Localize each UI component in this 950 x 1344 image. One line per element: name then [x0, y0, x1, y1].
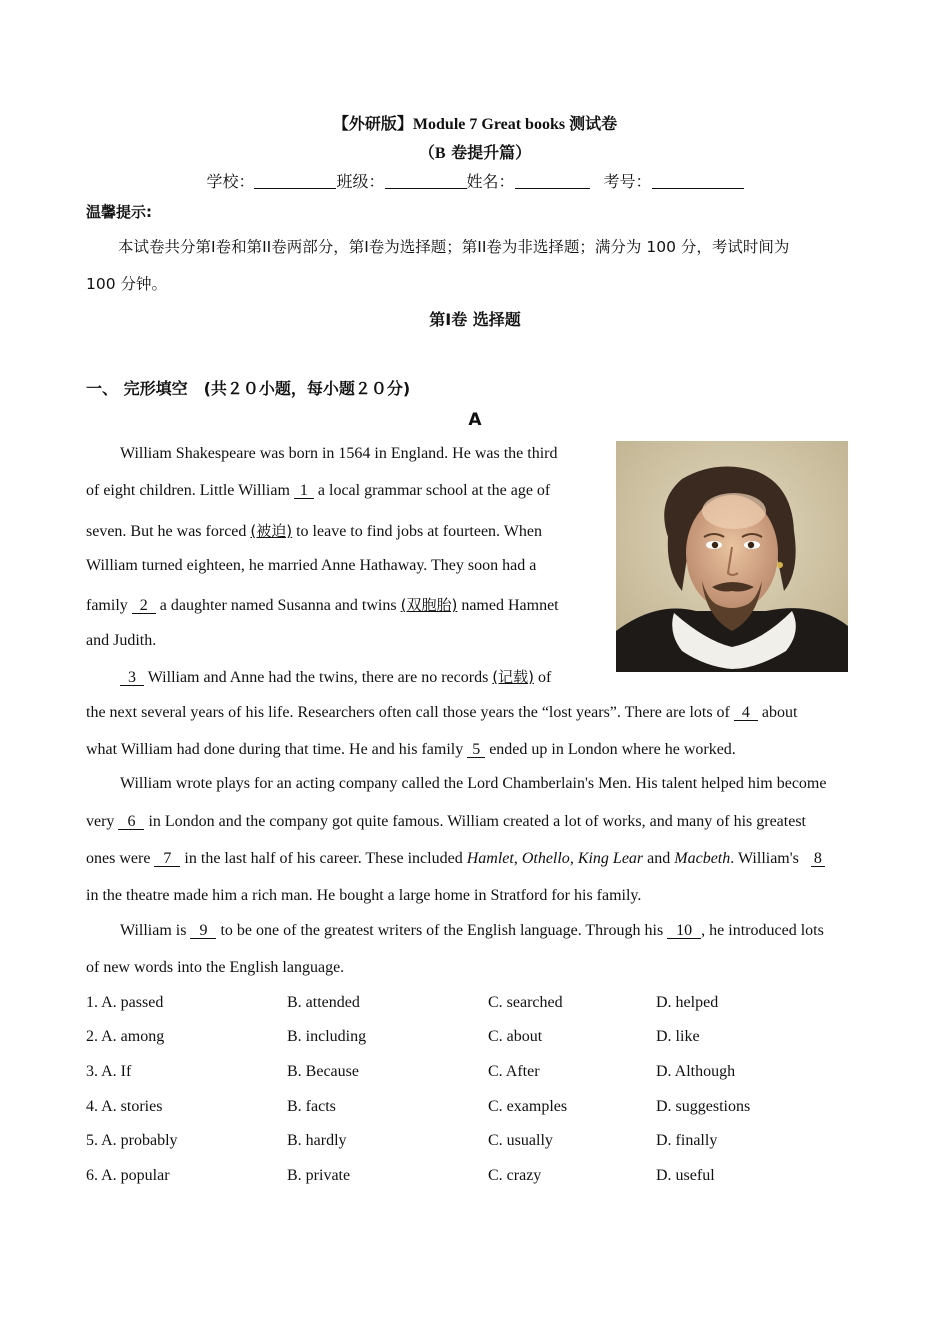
subtitle-open: （ — [418, 143, 435, 162]
text: family — [86, 597, 132, 614]
school-blank[interactable] — [254, 174, 336, 189]
text: named Hamnet — [457, 597, 559, 614]
subtitle-b: B — [434, 145, 446, 162]
text: , he introduced lots — [701, 922, 824, 939]
number-label: 考号： — [603, 172, 652, 191]
passage-line — [120, 922, 824, 940]
option-3-c[interactable]: C. After — [488, 1063, 540, 1080]
class-blank[interactable] — [385, 174, 467, 189]
work-title: Macbeth — [674, 850, 731, 867]
subtitle-rest: 卷提升篇） — [445, 143, 532, 162]
text: William wrote plays for an acting company called the Lord Chamberlain's Men. His talent helped him become — [120, 775, 827, 792]
passage-line — [86, 887, 641, 905]
option-2-d[interactable]: D. like — [656, 1028, 700, 1045]
blank-8[interactable]: 8 — [811, 851, 825, 867]
text: seven. But he was forced — [86, 523, 251, 540]
gloss: (记载) — [492, 668, 535, 686]
passage-line — [86, 813, 806, 831]
text: in London and the company got quite famous. William created a lot of works, and many of his greatest — [144, 813, 806, 830]
text: William turned eighteen, he married Anne Hathaway. They soon had a — [86, 557, 537, 574]
text: to be one of the greatest writers of the English language. Through his — [216, 922, 668, 939]
text: , — [513, 850, 522, 867]
school-label: 学校： — [206, 172, 255, 191]
text: William Shakespeare was born in 1564 in England. He was the third — [120, 445, 558, 462]
text: in the theatre made him a rich man. He bought a large home in Stratford for his family. — [86, 887, 642, 904]
text: a daughter named Susanna and twins — [155, 597, 401, 614]
text: very — [86, 813, 119, 830]
passage-line — [86, 741, 736, 759]
passage-line — [86, 594, 559, 615]
passage-line — [86, 850, 825, 868]
tips-line-2: 100 分钟。 — [86, 275, 168, 293]
text: ended up in London where he worked. — [485, 741, 736, 758]
option-4-b[interactable]: B. facts — [287, 1098, 336, 1115]
passage-line — [86, 557, 536, 575]
passage-line — [86, 482, 550, 500]
tips-line-1: 本试卷共分第I卷和第II卷两部分，第I卷为选择题；第II卷为非选择题；满分为 100 分，考试时间为 — [118, 238, 790, 256]
option-2-c[interactable]: C. about — [488, 1028, 543, 1045]
blank-1[interactable]: 1 — [294, 483, 314, 499]
option-3-b[interactable]: B. Because — [287, 1063, 359, 1080]
work-title: Hamlet — [466, 850, 514, 867]
title-bracket: 【外研版】 — [332, 114, 413, 133]
text: ones were — [86, 850, 155, 867]
blank-5[interactable]: 5 — [467, 742, 485, 758]
title-module: Module 7 Great books — [412, 116, 570, 133]
shakespeare-portrait-image — [616, 441, 848, 672]
student-info-fields — [0, 169, 950, 192]
blank-10[interactable]: 10 — [667, 923, 701, 939]
blank-9[interactable]: 9 — [190, 923, 216, 939]
passage-line — [120, 445, 557, 463]
text: William is — [120, 922, 191, 939]
volume-1-heading: 第I卷 选择题 — [429, 310, 521, 329]
blank-4[interactable]: 4 — [734, 705, 758, 721]
option-4-d[interactable]: D. suggestions — [656, 1098, 751, 1115]
text: what William had done during that time. He and his family — [86, 741, 468, 758]
text: in the last half of his career. These included — [180, 850, 467, 867]
passage-line — [120, 666, 551, 687]
option-3-d[interactable]: D. Although — [656, 1063, 736, 1080]
exam-title — [0, 111, 950, 134]
name-label: 姓名： — [466, 172, 515, 191]
blank-2[interactable]: 2 — [132, 598, 156, 614]
title-test: 测试卷 — [569, 114, 618, 133]
option-2-b[interactable]: B. including — [287, 1028, 367, 1045]
text: of eight children. Little William — [86, 482, 294, 499]
text: of — [534, 669, 552, 686]
work-title: King Lear — [577, 850, 644, 867]
text: a local grammar school at the age of — [313, 482, 551, 499]
option-6-a[interactable]: 6. A. popular — [86, 1167, 170, 1184]
blank-7[interactable]: 7 — [154, 851, 180, 867]
tips-label: 温馨提示: — [86, 203, 152, 221]
work-title: Othello — [521, 850, 570, 867]
section-title: 一、 完形填空 (共２０小题，每小题２０分) — [86, 379, 411, 398]
option-6-c[interactable]: C. crazy — [488, 1167, 542, 1184]
option-6-d[interactable]: D. useful — [656, 1167, 715, 1184]
option-2-a[interactable]: 2. A. among — [86, 1028, 165, 1045]
number-blank[interactable] — [652, 174, 744, 189]
text: William and Anne had the twins, there are no records — [144, 669, 493, 686]
option-5-d[interactable]: D. finally — [656, 1132, 718, 1149]
text: the next several years of his life. Researchers often call those years the “lost years”. There are lots of — [86, 704, 734, 721]
option-3-a[interactable]: 3. A. If — [86, 1063, 132, 1080]
text: and Judith. — [86, 632, 157, 649]
passage-line — [86, 704, 797, 722]
passage-line — [86, 959, 344, 977]
gloss: (双胞胎) — [400, 596, 458, 614]
name-blank[interactable] — [515, 174, 590, 189]
option-1-a[interactable]: 1. A. passed — [86, 994, 164, 1011]
option-5-b[interactable]: B. hardly — [287, 1132, 347, 1149]
blank-3[interactable]: 3 — [120, 670, 144, 686]
passage-line — [86, 520, 542, 541]
option-5-c[interactable]: C. usually — [488, 1132, 553, 1149]
text: about — [757, 704, 798, 721]
text: of new words into the English language. — [86, 959, 345, 976]
blank-6[interactable]: 6 — [118, 814, 144, 830]
class-label: 班级： — [336, 172, 385, 191]
option-4-c[interactable]: C. examples — [488, 1098, 568, 1115]
passage-label: A — [468, 410, 482, 430]
gloss: (被迫) — [250, 522, 293, 540]
option-1-b[interactable]: B. attended — [287, 994, 360, 1011]
text: and — [643, 850, 675, 867]
option-4-a[interactable]: 4. A. stories — [86, 1098, 163, 1115]
option-1-d[interactable]: D. helped — [656, 994, 719, 1011]
text: . William's — [730, 850, 803, 867]
option-6-b[interactable]: B. private — [287, 1167, 351, 1184]
option-1-c[interactable]: C. searched — [488, 994, 563, 1011]
text: , — [569, 850, 578, 867]
exam-subtitle — [0, 140, 950, 163]
passage-line — [120, 775, 826, 793]
passage-line — [86, 632, 156, 650]
text: to leave to find jobs at fourteen. When — [292, 523, 542, 540]
option-5-a[interactable]: 5. A. probably — [86, 1132, 178, 1149]
